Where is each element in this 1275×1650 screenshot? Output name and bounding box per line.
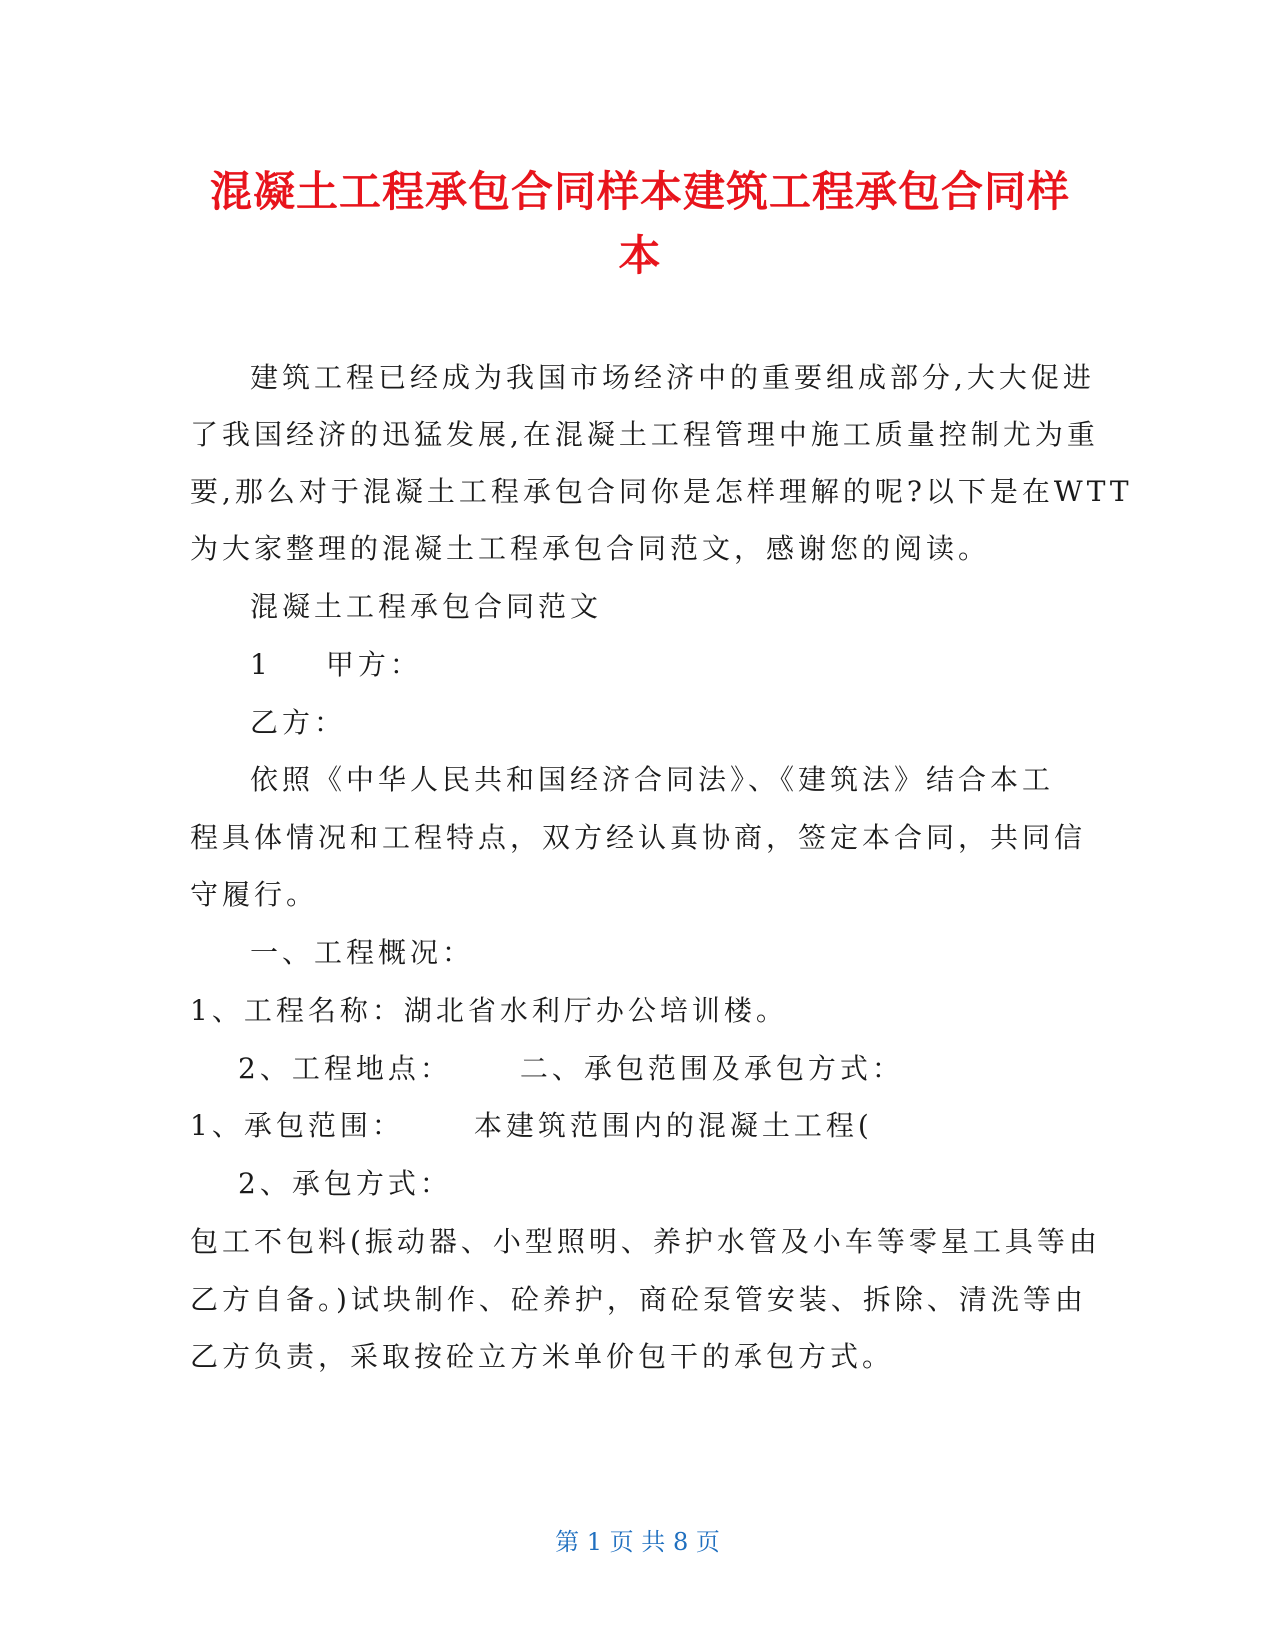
- footer-prefix: 第: [555, 1528, 580, 1556]
- intro-line-1: 建筑工程已经成为我国市场经济中的重要组成部分,大大促进: [250, 361, 1095, 394]
- section-title: 混凝土工程承包合同范文: [250, 590, 603, 623]
- method-line-3: 乙方负责，采取按砼立方米单价包干的承包方式。: [190, 1340, 895, 1373]
- intro-line-3: 要,那么对于混凝土工程承包合同你是怎样理解的呢?以下是在WTT: [190, 475, 1133, 508]
- scope-row: [190, 1106, 873, 1146]
- basis-line-3: 守履行。: [190, 878, 319, 911]
- footer-page-total: 8: [672, 1528, 689, 1556]
- method-line-2: 乙方自备。)试块制作、砼养护，商砼泵管安装、拆除、清洗等由: [190, 1283, 1087, 1316]
- footer-page-number: 1: [586, 1528, 603, 1556]
- footer-mid: 页 共: [609, 1528, 666, 1556]
- scope-label: 1、承包范围：: [190, 1109, 404, 1142]
- overview-heading: 一、工程概况：: [250, 936, 475, 969]
- footer-suffix: 页: [695, 1528, 720, 1556]
- method-label: 2、承包方式：: [238, 1167, 452, 1200]
- party-a-row: [250, 645, 422, 685]
- page-footer: [0, 1527, 1275, 1557]
- basis-line-1: 依照《中华人民共和国经济合同法》、《建筑法》结合本工: [250, 763, 1055, 796]
- intro-line-2: 了我国经济的迅猛发展,在混凝土工程管理中施工质量控制尤为重: [190, 418, 1099, 451]
- method-line-1: 包工不包料(振动器、小型照明、养护水管及小车等零星工具等由: [190, 1225, 1101, 1258]
- document-title-line-2: 本: [618, 231, 662, 280]
- scope-value: 本建筑范围内的混凝土工程(: [473, 1109, 873, 1142]
- document-title-line-1: 混凝土工程承包合同样本建筑工程承包合同样: [209, 167, 1070, 216]
- basis-line-2: 程具体情况和工程特点，双方经认真协商，签定本合同，共同信: [190, 821, 1087, 854]
- project-location-label: 2、工程地点：: [238, 1052, 452, 1085]
- location-row: [238, 1049, 904, 1089]
- party-a-number: 1: [250, 648, 272, 681]
- party-b-label: 乙方：: [250, 706, 347, 739]
- intro-line-4: 为大家整理的混凝土工程承包合同范文，感谢您的阅读。: [190, 532, 991, 565]
- project-name: 1、工程名称：湖北省水利厅办公培训楼。: [190, 994, 788, 1027]
- scope-heading: 二、承包范围及承包方式：: [519, 1052, 904, 1085]
- party-a-label: 甲方：: [325, 648, 422, 681]
